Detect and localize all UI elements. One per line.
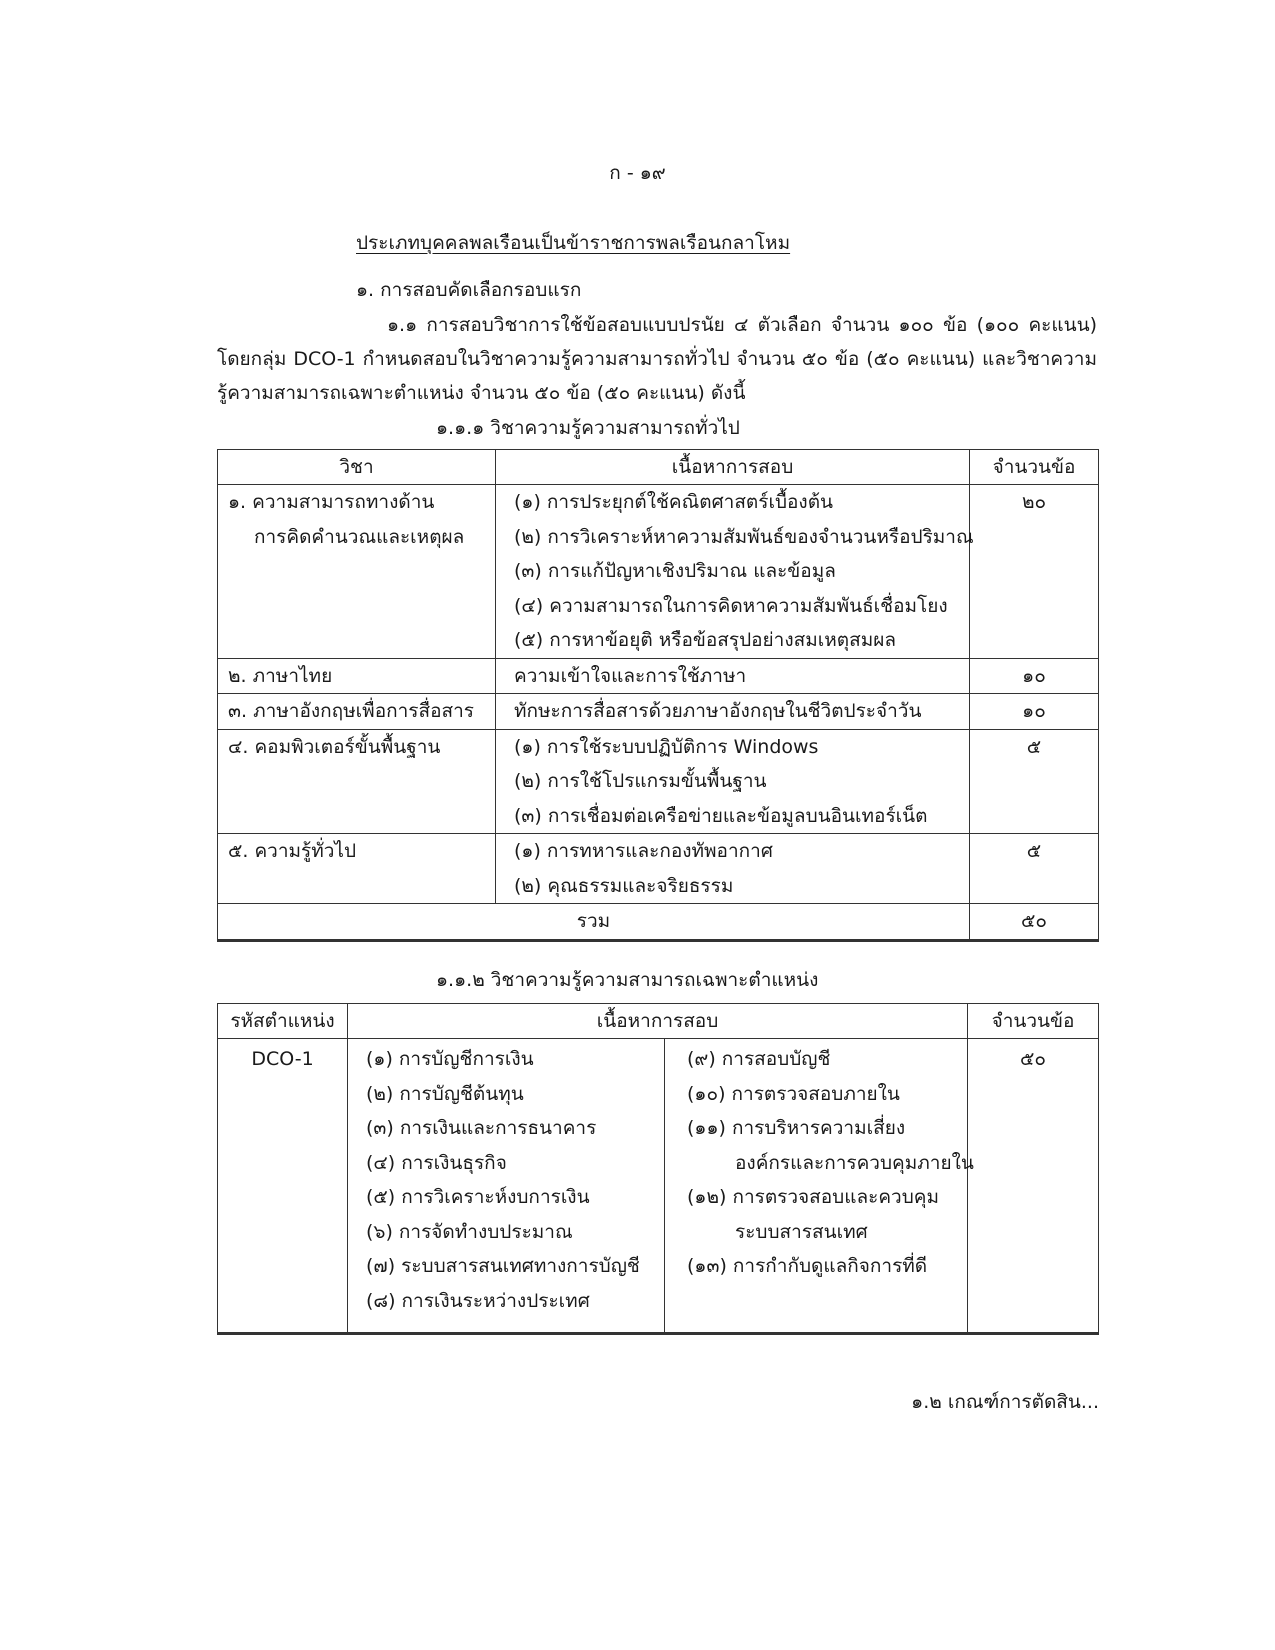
content-item: องค์กรและการควบคุมภายใน	[735, 1151, 974, 1174]
content-cell	[496, 694, 970, 730]
subject-cell	[218, 658, 496, 694]
content-item: (๓) การเชื่อมต่อเครือข่ายและข้อมูลบนอินเทอร์เน็ต	[514, 804, 928, 827]
subject-cell	[218, 729, 496, 834]
subsection-1-1-2-title: ๑.๑.๒ วิชาความรู้ความสามารถเฉพาะตำแหน่ง	[436, 969, 819, 991]
content-item: (๑) การใช้ระบบปฏิบัติการ Windows	[514, 735, 819, 758]
paragraph-1-1	[217, 308, 1097, 410]
content-item: (๑) การบัญชีการเงิน	[366, 1048, 534, 1070]
content-item: (๒) คุณธรรมและจริยธรรม	[514, 874, 734, 897]
count-cell: ๒๐	[970, 485, 1099, 659]
content-item: (๘) การเงินระหว่างประเทศ	[366, 1289, 590, 1312]
subject-cell	[218, 694, 496, 730]
header-content: เนื้อหาการสอบ	[496, 450, 970, 485]
content-item: (๔) ความสามารถในการคิดหาความสัมพันธ์เชื่อมโยง	[514, 594, 948, 617]
total-count: ๕๐	[970, 904, 1099, 941]
count-cell: ๑๐	[970, 694, 1099, 730]
table-row	[218, 834, 1099, 904]
count-cell: ๕	[970, 834, 1099, 904]
position-code: DCO-1	[218, 1039, 348, 1334]
table-row	[218, 1039, 1099, 1334]
table-row	[218, 694, 1099, 730]
subject-text: ๕. ความรู้ทั่วไป	[228, 840, 357, 862]
content-cell	[496, 834, 970, 904]
subject-text: ๔. คอมพิวเตอร์ขั้นพื้นฐาน	[228, 735, 441, 758]
content-item: (๗) ระบบสารสนเทศทางการบัญชี	[366, 1255, 640, 1277]
table-row	[218, 729, 1099, 834]
next-section-continuation: ๑.๒ เกณฑ์การตัดสิน...	[911, 1391, 1099, 1413]
count-cell: ๑๐	[970, 658, 1099, 694]
subject-text: ๓. ภาษาอังกฤษเพื่อการสื่อสาร	[228, 700, 474, 722]
content-item: (๒) การใช้โปรแกรมขั้นพื้นฐาน	[514, 770, 767, 792]
table-row	[218, 658, 1099, 694]
content-item: (๓) การแก้ปัญหาเชิงปริมาณ และข้อมูล	[514, 560, 836, 582]
content-cell	[496, 485, 974, 659]
content-item: (๙) การสอบบัญชี	[687, 1048, 831, 1070]
content-item: (๓) การเงินและการธนาคาร	[366, 1117, 597, 1139]
content-item: (๕) การหาข้อยุติ หรือข้อสรุปอย่างสมเหตุสมผล	[514, 629, 896, 651]
header-position-code: รหัสตำแหน่ง	[218, 1004, 348, 1039]
header-count: จำนวนข้อ	[968, 1004, 1099, 1039]
header-subject: วิชา	[218, 450, 496, 485]
content-item: ระบบสารสนเทศ	[735, 1220, 868, 1243]
content-item: (๔) การเงินธุรกิจ	[366, 1151, 507, 1174]
content-item: (๕) การวิเคราะห์งบการเงิน	[366, 1186, 590, 1208]
content-item: (๑๑) การบริหารความเสี่ยง	[687, 1117, 906, 1139]
paragraph-1-1-text: ๑.๑ การสอบวิชาการใช้ข้อสอบแบบปรนัย ๔ ตัวเลือก จำนวน ๑๐๐ ข้อ (๑๐๐ คะแนน) โดยกลุ่ม DCO-1 กำหนดสอบในวิชาความรู้ความสามารถทั่วไป จำนวน ๕๐ ข้อ (๕๐ คะแนน) และวิชาความรู้ความสามารถเฉพาะตำแหน่ง จำนวน ๕๐ ข้อ (๕๐ คะแนน) ดังนี้	[217, 314, 1097, 404]
page-number: ก - ๑๙	[609, 162, 666, 184]
header-content: เนื้อหาการสอบ	[348, 1004, 968, 1039]
header-count: จำนวนข้อ	[970, 450, 1099, 485]
content-right-column	[665, 1039, 974, 1334]
content-item: (๒) การวิเคราะห์หาความสัมพันธ์ของจำนวนหรือปริมาณ	[514, 525, 974, 548]
total-label: รวม	[218, 904, 970, 941]
subject-cell	[218, 834, 496, 904]
content-item: (๑) การทหารและกองทัพอากาศ	[514, 840, 773, 862]
content-item: (๑๓) การกำกับดูแลกิจการที่ดี	[687, 1255, 928, 1277]
section-heading: ประเภทบุคคลพลเรือนเป็นข้าราชการพลเรือนกลาโหม	[356, 232, 791, 254]
content-item: (๑) การประยุกต์ใช้คณิตศาสตร์เบื้องต้น	[514, 491, 834, 513]
count-cell: ๕	[970, 729, 1099, 834]
content-cell	[496, 729, 970, 834]
subsection-1-1-1-title: ๑.๑.๑ วิชาความรู้ความสามารถทั่วไป	[436, 417, 740, 439]
content-item: (๒) การบัญชีต้นทุน	[366, 1082, 524, 1105]
content-item: (๑๒) การตรวจสอบและควบคุม	[687, 1186, 940, 1208]
table-row	[218, 485, 1099, 659]
content-item: ทักษะการสื่อสารด้วยภาษาอังกฤษในชีวิตประจำวัน	[514, 700, 922, 722]
content-left-column	[348, 1039, 665, 1334]
total-row	[218, 904, 1099, 941]
section-1-title: ๑. การสอบคัดเลือกรอบแรก	[356, 279, 582, 301]
content-item: (๑๐) การตรวจสอบภายใน	[687, 1082, 900, 1105]
subject-text: การคิดคำนวณและเหตุผล	[254, 525, 465, 548]
general-knowledge-table	[217, 449, 1099, 942]
content-cell	[496, 658, 970, 694]
subject-text: ๒. ภาษาไทย	[228, 664, 333, 687]
position-specific-table	[217, 1003, 1099, 1335]
subject-text: ๑. ความสามารถทางด้าน	[228, 491, 435, 513]
content-item: (๖) การจัดทำงบประมาณ	[366, 1220, 573, 1243]
content-item: ความเข้าใจและการใช้ภาษา	[514, 664, 747, 687]
subject-cell	[218, 485, 496, 659]
question-count: ๕๐	[968, 1039, 1099, 1334]
